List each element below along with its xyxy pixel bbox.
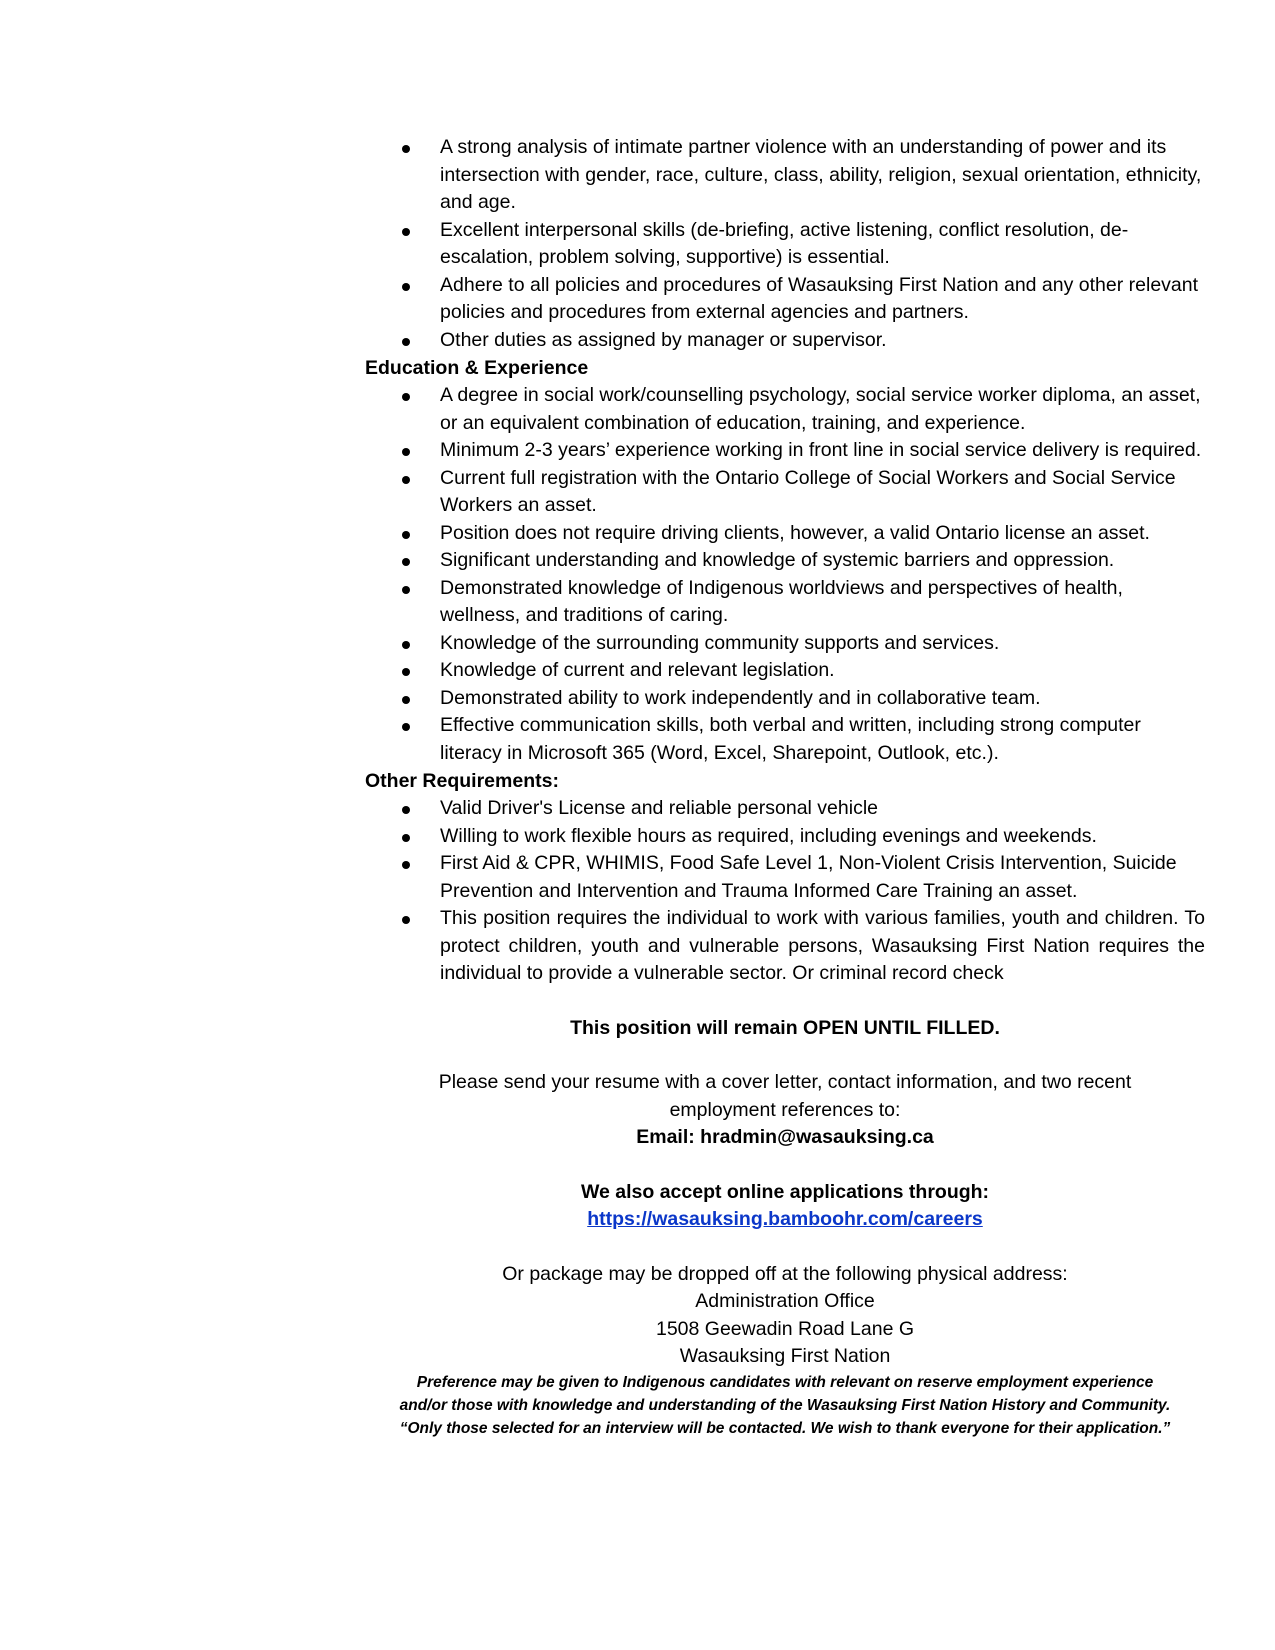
list-item: Demonstrated ability to work independently and in collaborative team. (440, 685, 1205, 713)
list-item: Position does not require driving clients, however, a valid Ontario license an asset. (440, 520, 1205, 548)
notice-line1: Preference may be given to Indigenous candidates with relevant on reserve employment experience (416, 1373, 1154, 1391)
send-instructions-line2: employment references to: (669, 1098, 901, 1121)
address-line-street: 1508 Geewadin Road Lane G (655, 1317, 915, 1340)
list-item: A degree in social work/counselling psychology, social service worker diploma, an asset, or an equivalent combination of education, training, and experience. (440, 382, 1205, 437)
preference-notice (365, 1371, 1205, 1440)
list-item: Other duties as assigned by manager or supervisor. (440, 327, 1205, 355)
open-until-filled-notice: This position will remain OPEN UNTIL FILLED. (570, 1016, 1000, 1039)
list-item: Excellent interpersonal skills (de-briefing, active listening, conflict resolution, de-escalation, problem solving, supportive) is essential. (440, 217, 1205, 272)
page-content (365, 134, 1205, 1440)
list-item: Valid Driver's License and reliable personal vehicle (440, 795, 1205, 823)
send-instructions-line1: Please send your resume with a cover letter, contact information, and two recent (438, 1071, 1132, 1093)
list-item: A strong analysis of intimate partner violence with an understanding of power and its intersection with gender, race, culture, class, ability, religion, sexual orientation, ethnicity, and age. (440, 134, 1205, 217)
list-item: First Aid & CPR, WHIMIS, Food Safe Level 1, Non-Violent Crisis Intervention, Suicide Prevention and Intervention and Trauma Informed Care Training an asset. (440, 850, 1205, 905)
list-item: This position requires the individual to work with various families, youth and children. To protect children, youth and vulnerable persons, Wasauksing First Nation requires the individual to provide a vulnerable sector. Or criminal record check (440, 905, 1205, 988)
duties-list (365, 134, 1205, 354)
notice-line2: and/or those with knowledge and understanding of the Wasauksing First Nation History and Community. (399, 1396, 1171, 1414)
list-item: Current full registration with the Ontario College of Social Workers and Social Service Workers an asset. (440, 465, 1205, 520)
education-list (365, 382, 1205, 767)
dropoff-intro: Or package may be dropped off at the following physical address: (502, 1262, 1068, 1285)
list-item: Knowledge of the surrounding community supports and services. (440, 630, 1205, 658)
list-item: Significant understanding and knowledge of systemic barriers and oppression. (440, 547, 1205, 575)
online-applications-heading: We also accept online applications through: (580, 1180, 990, 1203)
list-item: Effective communication skills, both verbal and written, including strong computer literacy in Microsoft 365 (Word, Excel, Sharepoint, Outlook, etc.). (440, 712, 1205, 767)
address-line-community: Wasauksing First Nation (679, 1345, 891, 1367)
list-item: Minimum 2-3 years’ experience working in front line in social service delivery is required. (440, 437, 1205, 465)
notice-line3: “Only those selected for an interview will be contacted. We wish to thank everyone for their application.” (399, 1419, 1171, 1437)
education-heading: Education & Experience (365, 357, 589, 379)
contact-email: Email: hradmin@wasauksing.ca (636, 1126, 934, 1148)
list-item: Demonstrated knowledge of Indigenous worldviews and perspectives of health, wellness, and traditions of caring. (440, 575, 1205, 630)
list-item: Knowledge of current and relevant legislation. (440, 657, 1205, 685)
address-line-office: Administration Office (695, 1290, 875, 1312)
other-requirements-heading: Other Requirements: (365, 770, 559, 792)
list-item: Willing to work flexible hours as required, including evenings and weekends. (440, 823, 1205, 851)
careers-link[interactable]: https://wasauksing.bamboohr.com/careers (587, 1208, 983, 1230)
list-item: Adhere to all policies and procedures of Wasauksing First Nation and any other relevant policies and procedures from external agencies and partners. (440, 272, 1205, 327)
other-requirements-list (365, 795, 1205, 988)
